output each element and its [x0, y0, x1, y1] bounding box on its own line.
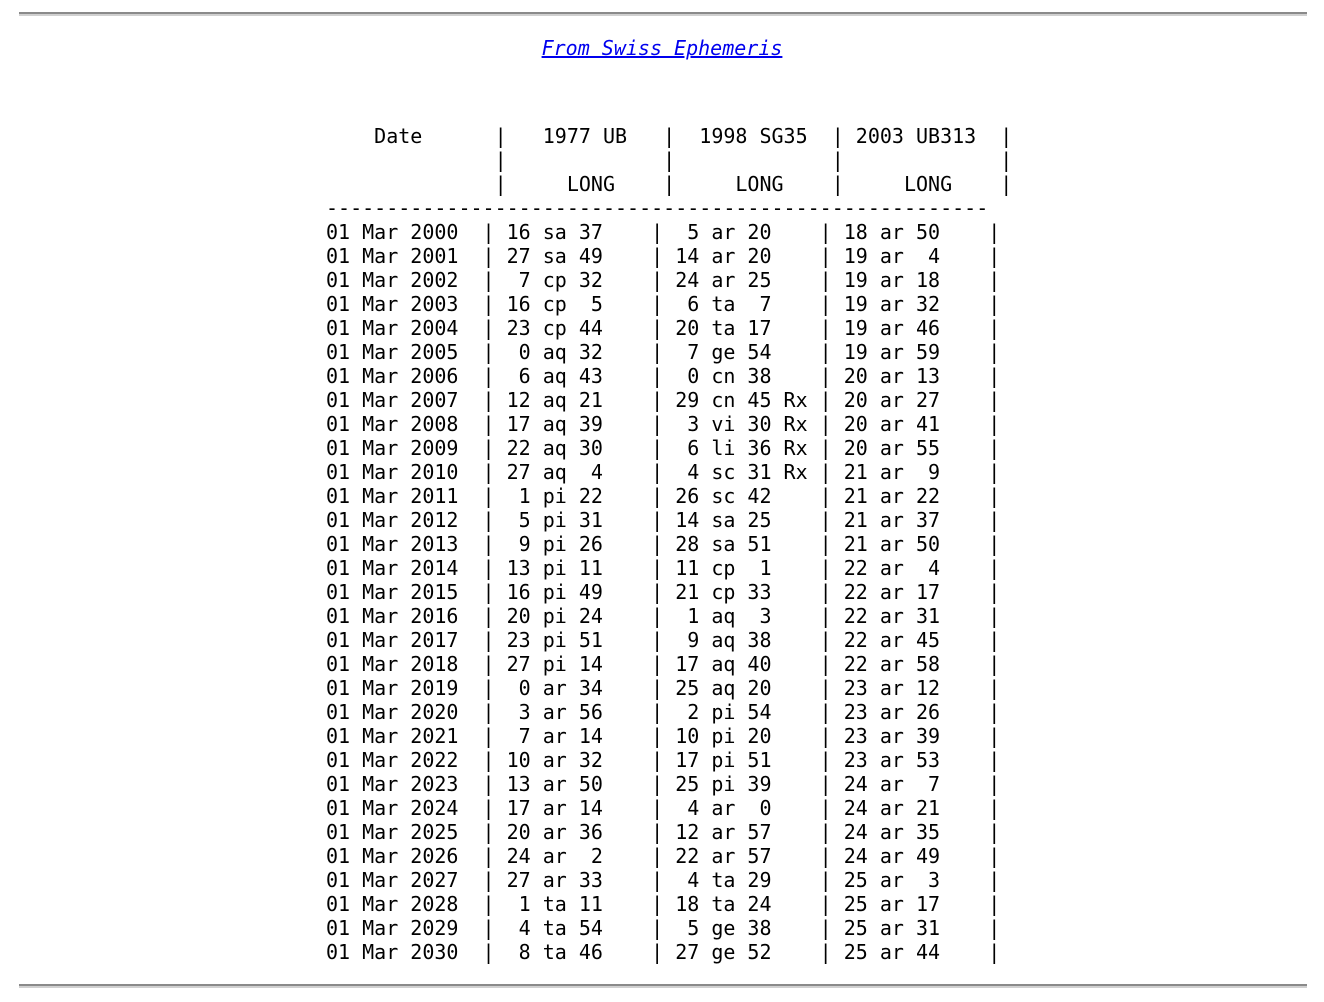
table-row: 01 Mar 2026 | 24 ar 2 | 22 ar 57 | 24 ar 49 |	[326, 844, 1001, 868]
table-row: 01 Mar 2006 | 6 aq 43 | 0 cn 38 | 20 ar 13 |	[326, 364, 1001, 388]
table-row: 01 Mar 2000 | 16 sa 37 | 5 ar 20 | 18 ar 50 |	[326, 220, 1001, 244]
table-row: 01 Mar 2004 | 23 cp 44 | 20 ta 17 | 19 ar 46 |	[326, 316, 1001, 340]
ephemeris-table	[326, 124, 1012, 964]
source-link-container	[0, 36, 1324, 60]
table-row: 01 Mar 2029 | 4 ta 54 | 5 ge 38 | 25 ar 31 |	[326, 916, 1001, 940]
table-row: 01 Mar 2015 | 16 pi 49 | 21 cp 33 | 22 ar 17 |	[326, 580, 1001, 604]
table-row: 01 Mar 2001 | 27 sa 49 | 14 ar 20 | 19 ar 4 |	[326, 244, 1001, 268]
table-row: 01 Mar 2030 | 8 ta 46 | 27 ge 52 | 25 ar 44 |	[326, 940, 1001, 964]
table-row: 01 Mar 2007 | 12 aq 21 | 29 cn 45 Rx | 20 ar 27 |	[326, 388, 1001, 412]
table-row: 01 Mar 2028 | 1 ta 11 | 18 ta 24 | 25 ar 17 |	[326, 892, 1001, 916]
swiss-ephemeris-link[interactable]: From Swiss Ephemeris	[541, 36, 783, 60]
header-line-1: Date | 1977 UB | 1998 SG35 | 2003 UB313 |	[326, 124, 1013, 148]
table-row: 01 Mar 2013 | 9 pi 26 | 28 sa 51 | 21 ar 50 |	[326, 532, 1001, 556]
table-row: 01 Mar 2019 | 0 ar 34 | 25 aq 20 | 23 ar 12 |	[326, 676, 1001, 700]
table-row: 01 Mar 2020 | 3 ar 56 | 2 pi 54 | 23 ar 26 |	[326, 700, 1001, 724]
table-row: 01 Mar 2002 | 7 cp 32 | 24 ar 25 | 19 ar 18 |	[326, 268, 1001, 292]
table-row: 01 Mar 2023 | 13 ar 50 | 25 pi 39 | 24 ar 7 |	[326, 772, 1001, 796]
table-row: 01 Mar 2021 | 7 ar 14 | 10 pi 20 | 23 ar 39 |	[326, 724, 1001, 748]
table-row: 01 Mar 2005 | 0 aq 32 | 7 ge 54 | 19 ar 59 |	[326, 340, 1001, 364]
header-line-2: | | | |	[326, 148, 1013, 172]
bottom-horizontal-rule	[19, 984, 1307, 988]
top-horizontal-rule	[19, 12, 1307, 16]
header-separator: -------------------------------------------------------	[326, 196, 989, 220]
table-row: 01 Mar 2008 | 17 aq 39 | 3 vi 30 Rx | 20 ar 41 |	[326, 412, 1001, 436]
table-row: 01 Mar 2016 | 20 pi 24 | 1 aq 3 | 22 ar 31 |	[326, 604, 1001, 628]
table-rows	[326, 220, 1000, 964]
table-row: 01 Mar 2017 | 23 pi 51 | 9 aq 38 | 22 ar 45 |	[326, 628, 1001, 652]
table-row: 01 Mar 2012 | 5 pi 31 | 14 sa 25 | 21 ar 37 |	[326, 508, 1001, 532]
header-line-3: | LONG | LONG | LONG |	[326, 172, 1013, 196]
table-row: 01 Mar 2022 | 10 ar 32 | 17 pi 51 | 23 ar 53 |	[326, 748, 1001, 772]
table-row: 01 Mar 2003 | 16 cp 5 | 6 ta 7 | 19 ar 32 |	[326, 292, 1001, 316]
table-row: 01 Mar 2014 | 13 pi 11 | 11 cp 1 | 22 ar 4 |	[326, 556, 1001, 580]
table-row: 01 Mar 2018 | 27 pi 14 | 17 aq 40 | 22 ar 58 |	[326, 652, 1001, 676]
table-row: 01 Mar 2009 | 22 aq 30 | 6 li 36 Rx | 20 ar 55 |	[326, 436, 1001, 460]
table-row: 01 Mar 2027 | 27 ar 33 | 4 ta 29 | 25 ar 3 |	[326, 868, 1001, 892]
table-row: 01 Mar 2010 | 27 aq 4 | 4 sc 31 Rx | 21 ar 9 |	[326, 460, 1001, 484]
table-row: 01 Mar 2011 | 1 pi 22 | 26 sc 42 | 21 ar 22 |	[326, 484, 1001, 508]
table-row: 01 Mar 2024 | 17 ar 14 | 4 ar 0 | 24 ar 21 |	[326, 796, 1001, 820]
table-row: 01 Mar 2025 | 20 ar 36 | 12 ar 57 | 24 ar 35 |	[326, 820, 1001, 844]
